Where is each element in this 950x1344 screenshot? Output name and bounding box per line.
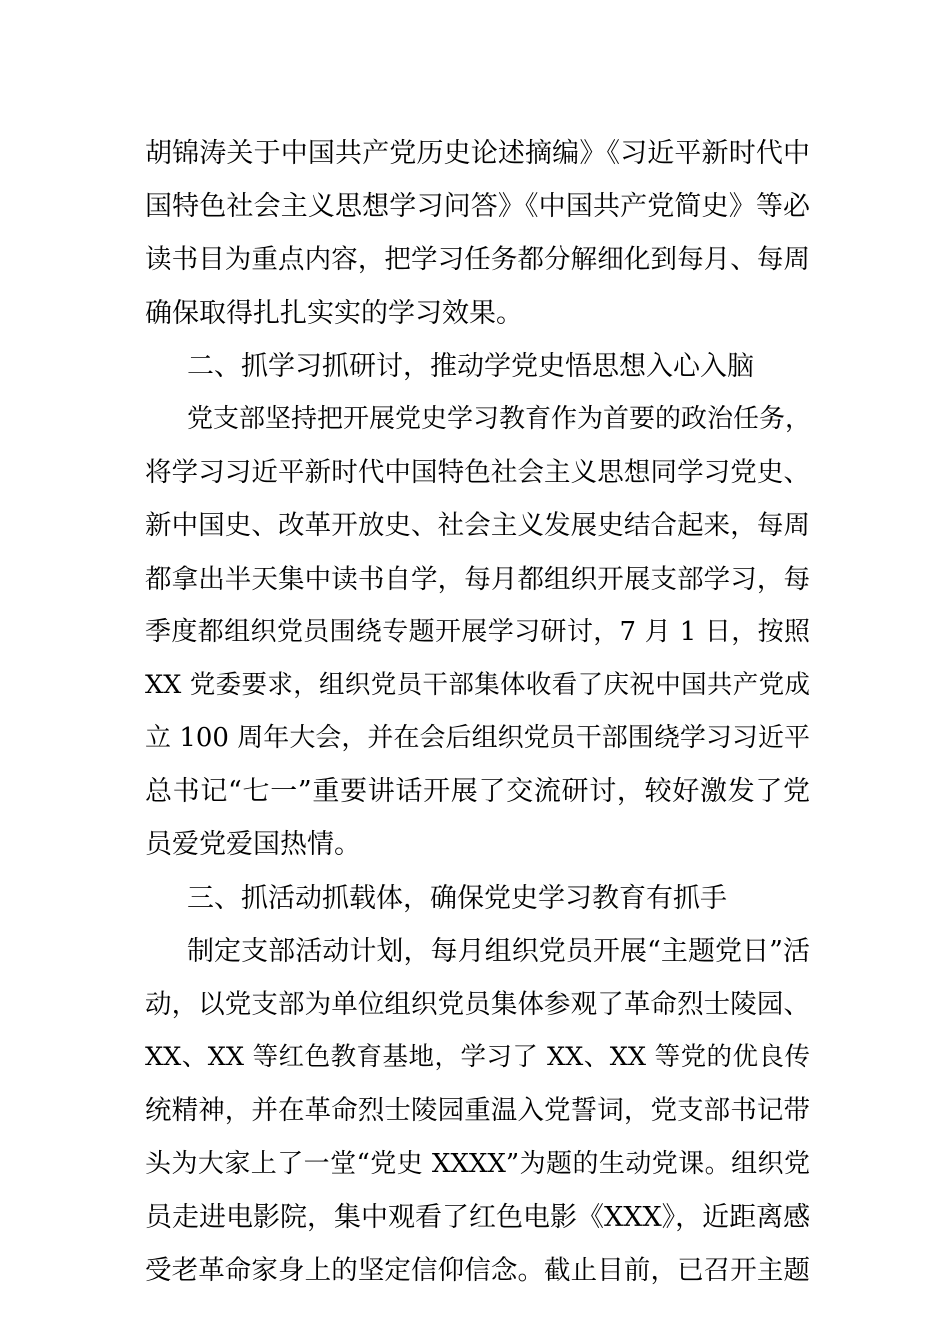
text-line: XX、XX 等红色教育基地，学习了 XX、XX 等党的优良传	[145, 1042, 810, 1073]
text-line: 将学习习近平新时代中国特色社会主义思想同学习党史、	[145, 457, 810, 489]
text-line: 员走进电影院，集中观看了红色电影《XXX》，近距离感	[145, 1201, 811, 1233]
section-heading-3: 三、抓活动抓载体，确保党史学习教育有抓手	[187, 882, 727, 914]
text-line: 统精神，并在革命烈士陵园重温入党誓词，党支部书记带	[145, 1095, 810, 1127]
text-line: 员爱党爱国热情。	[145, 829, 361, 861]
text-line: 动，以党支部为单位组织党员集体参观了革命烈士陵园、	[145, 989, 810, 1020]
text-line: 确保取得扎扎实实的学习效果。	[145, 297, 523, 329]
text-line: 制定支部活动计划，每月组织党员开展“主题党日”活	[187, 935, 810, 967]
text-line: 新中国史、改革开放史、社会主义发展史结合起来，每周	[145, 510, 810, 542]
text-line: 读书目为重点内容，把学习任务都分解细化到每月、每周	[145, 244, 810, 276]
text-line: 国特色社会主义思想学习问答》《中国共产党简史》等必	[145, 191, 810, 223]
text-line: 头为大家上了一堂“党史 XXXX”为题的生动党课。组织党	[145, 1148, 810, 1179]
body-text	[145, 127, 810, 1297]
text-line: 都拿出半天集中读书自学，每月都组织开展支部学习，每	[145, 563, 810, 595]
text-line: 胡锦涛关于中国共产党历史论述摘编》《习近平新时代中	[145, 138, 810, 169]
section-heading-2: 二、抓学习抓研讨，推动学党史悟思想入心入脑	[187, 350, 754, 382]
text-line: 党支部坚持把开展党史学习教育作为首要的政治任务，	[187, 403, 812, 434]
text-line: 受老革命家身上的坚定信仰信念。截止目前，已召开主题	[145, 1254, 810, 1286]
text-line: 季度都组织党员围绕专题开展学习研讨，7 月 1 日，按照	[145, 616, 810, 647]
text-line: 总书记“七一”重要讲话开展了交流研讨，较好激发了党	[145, 776, 810, 808]
text-line: 立 100 周年大会，并在会后组织党员干部围绕学习习近平	[145, 723, 810, 754]
text-line: XX 党委要求，组织党员干部集体收看了庆祝中国共产党成	[145, 669, 810, 700]
